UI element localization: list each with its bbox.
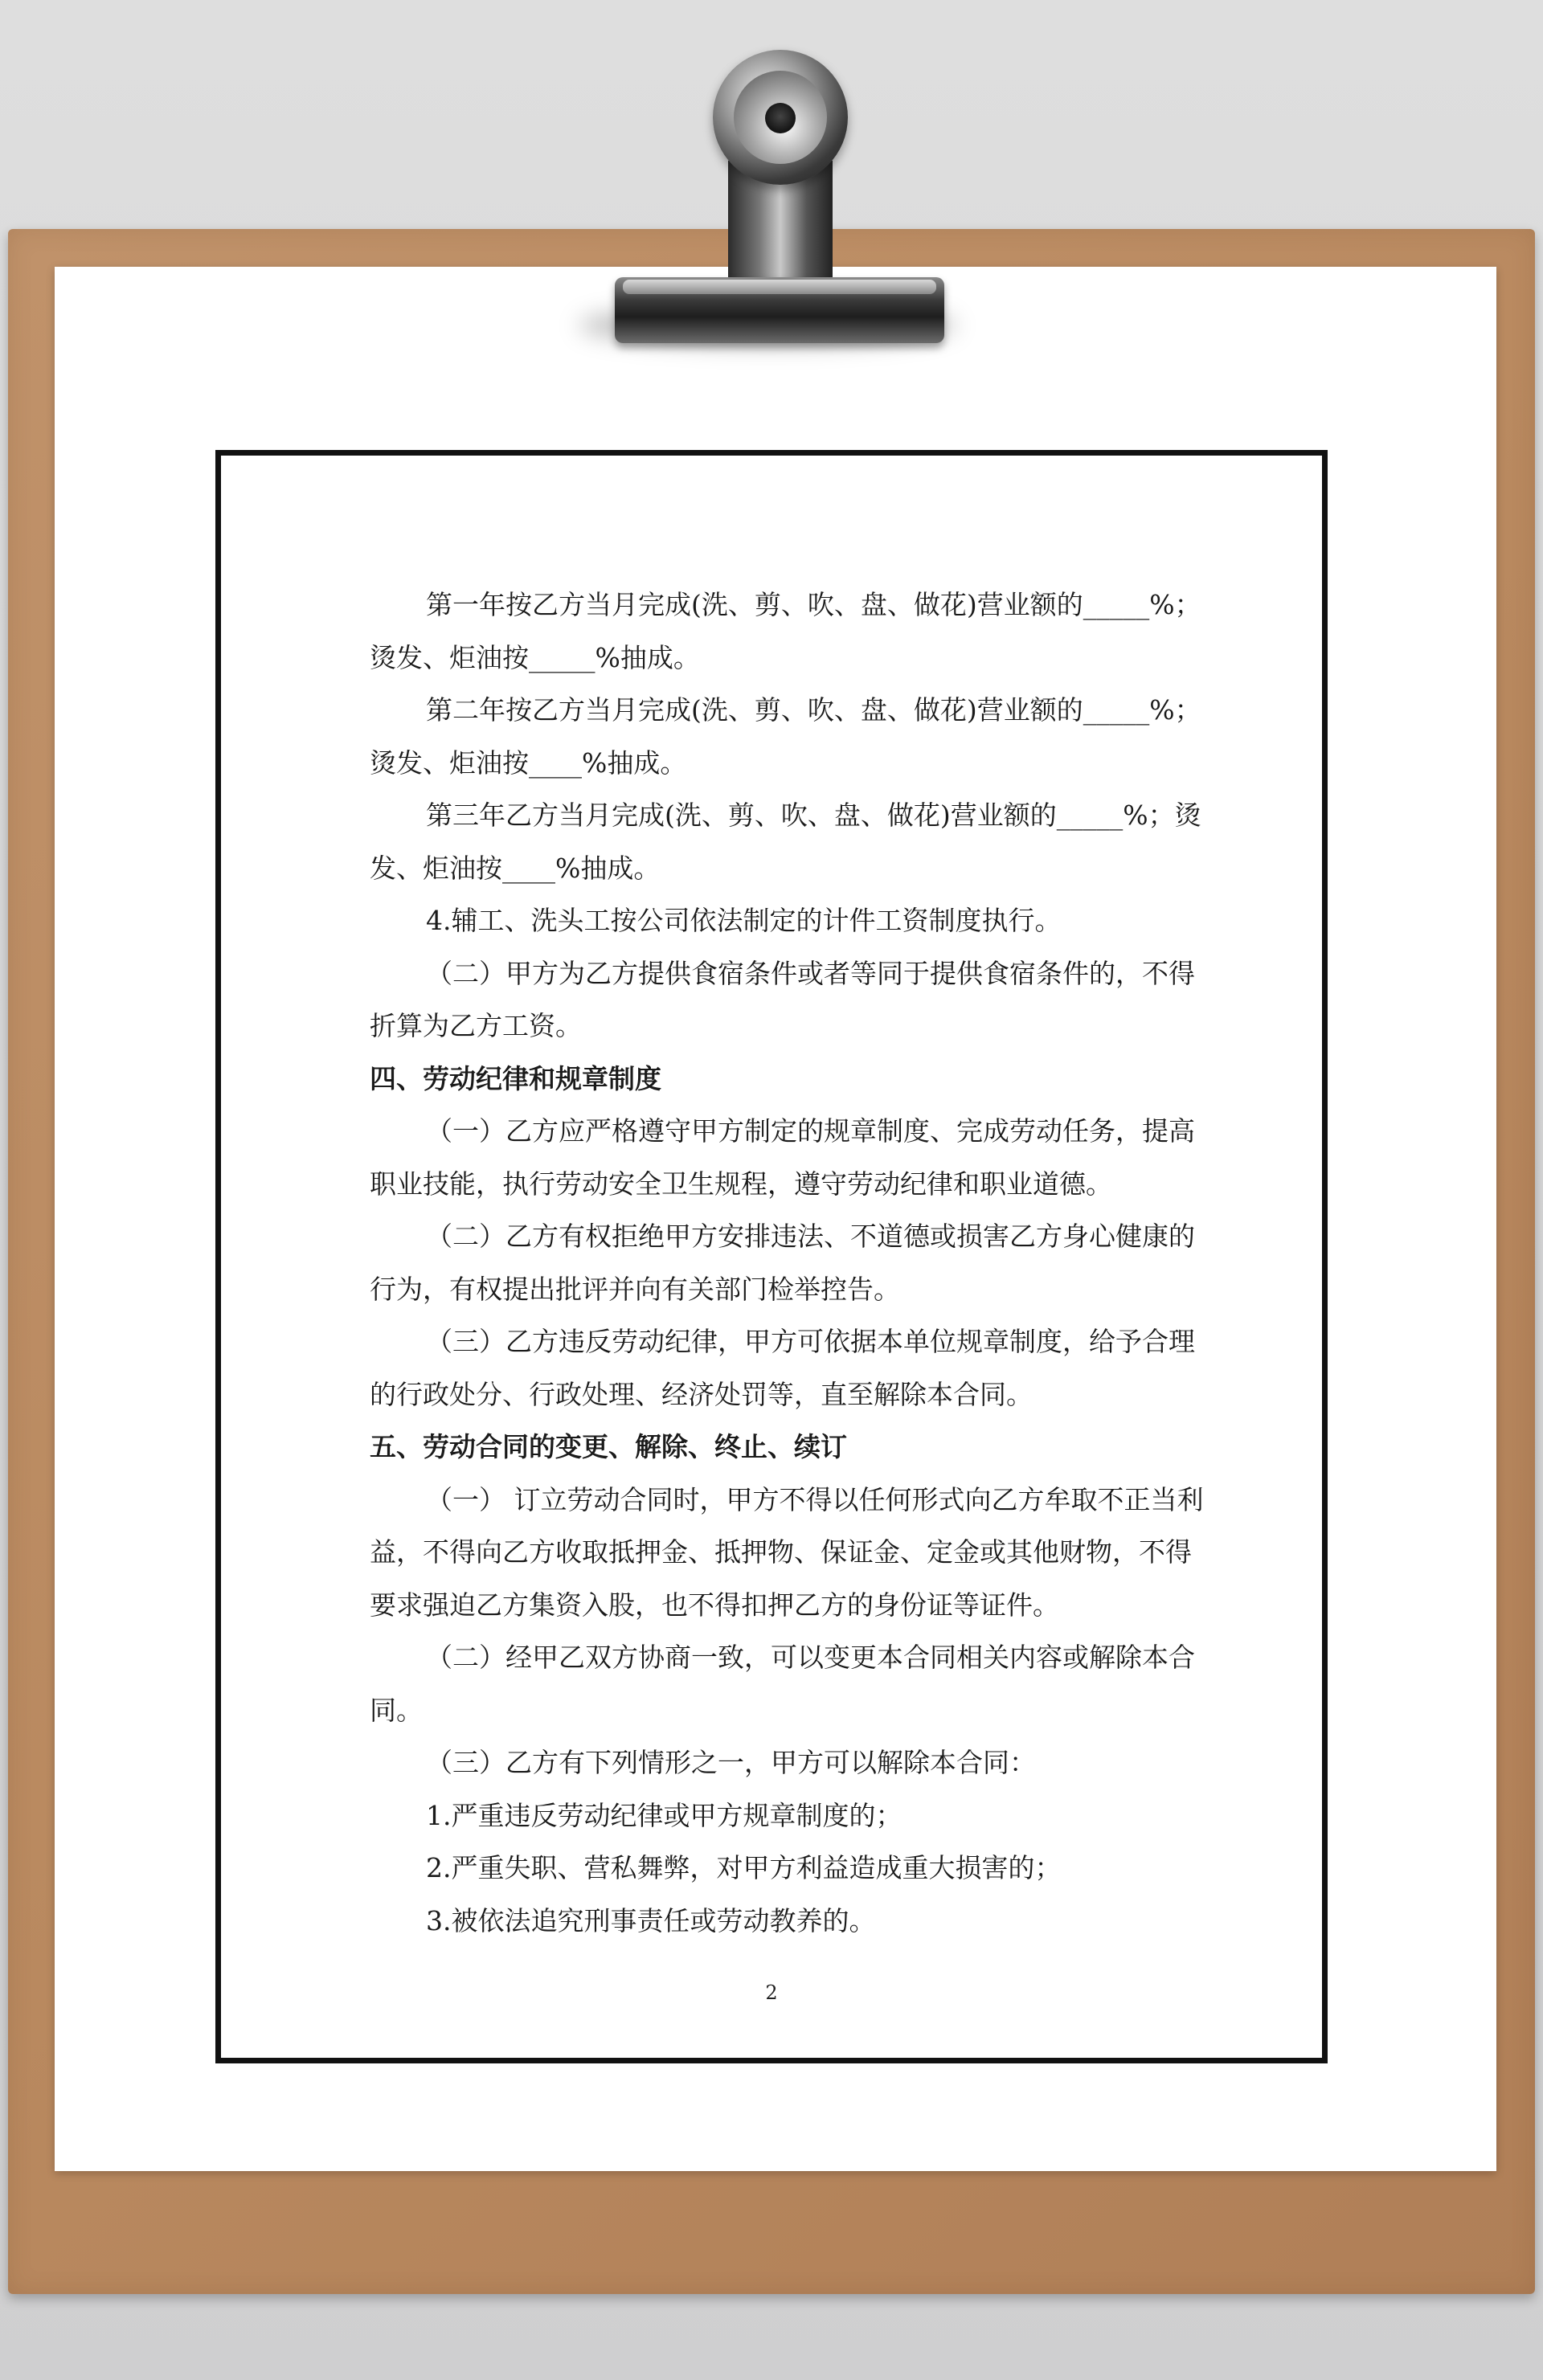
document-line: 1.严重违反劳动纪律或甲方规章制度的； [426, 1799, 902, 1831]
page-number: 2 [765, 1981, 778, 2004]
document-line: （一）乙方应严格遵守甲方制定的规章制度、完成劳动任务，提高 [426, 1115, 1195, 1147]
document-line: 第二年按乙方当月完成(洗、剪、吹、盘、做花)营业额的_____%； [426, 694, 1201, 726]
document-line: 第一年按乙方当月完成(洗、剪、吹、盘、做花)营业额的_____%； [426, 589, 1201, 620]
document-line: 烫发、炬油按____%抽成。 [370, 746, 687, 779]
document-line: 行为，有权提出批评并向有关部门检举控告。 [370, 1273, 900, 1305]
document-line: （一） 订立劳动合同时，甲方不得以任何形式向乙方牟取不正当利 [426, 1483, 1204, 1515]
document-line: （二）经甲乙双方协商一致，可以变更本合同相关内容或解除本合 [426, 1642, 1195, 1673]
document-line: 益，不得向乙方收取抵押金、抵押物、保证金、定金或其他财物，不得 [370, 1536, 1192, 1568]
document-line: 第三年乙方当月完成(洗、剪、吹、盘、做花)营业额的_____%；烫 [426, 799, 1201, 831]
binder-clip-ring [713, 50, 848, 185]
document-line: 发、炬油按____%抽成。 [370, 852, 661, 884]
document-line: 职业技能，执行劳动安全卫生规程，遵守劳动纪律和职业道德。 [370, 1168, 1112, 1200]
document-line: 4.辅工、洗头工按公司依法制定的计件工资制度执行。 [426, 905, 1062, 936]
document-line: 要求强迫乙方集资入股，也不得扣押乙方的身份证等证件。 [370, 1589, 1059, 1621]
document-line: （二）乙方有权拒绝甲方安排违法、不道德或损害乙方身心健康的 [426, 1221, 1195, 1252]
document-line: （二）甲方为乙方提供食宿条件或者等同于提供食宿条件的，不得 [426, 957, 1195, 989]
section-heading: 五、劳动合同的变更、解除、终止、续订 [370, 1431, 847, 1462]
document-line: 同。 [370, 1694, 423, 1726]
document-line: 烫发、炬油按_____%抽成。 [370, 641, 700, 673]
document-body [370, 579, 1262, 1947]
document-line: （三）乙方违反劳动纪律，甲方可依据本单位规章制度，给予合理 [426, 1326, 1195, 1357]
document-line: （三）乙方有下列情形之一，甲方可以解除本合同： [426, 1747, 1036, 1778]
binder-clip-ring-inner [734, 71, 827, 164]
document-line: 折算为乙方工资。 [370, 1010, 582, 1041]
document-line: 的行政处分、行政处理、经济处罚等，直至解除本合同。 [370, 1378, 1033, 1410]
section-heading: 四、劳动纪律和规章制度 [370, 1062, 661, 1094]
document-line: 3.被依法追究刑事责任或劳动教养的。 [426, 1904, 876, 1936]
binder-clip-hole [765, 103, 796, 133]
document-line: 2.严重失职、营私舞弊，对甲方利益造成重大损害的； [426, 1852, 1062, 1883]
